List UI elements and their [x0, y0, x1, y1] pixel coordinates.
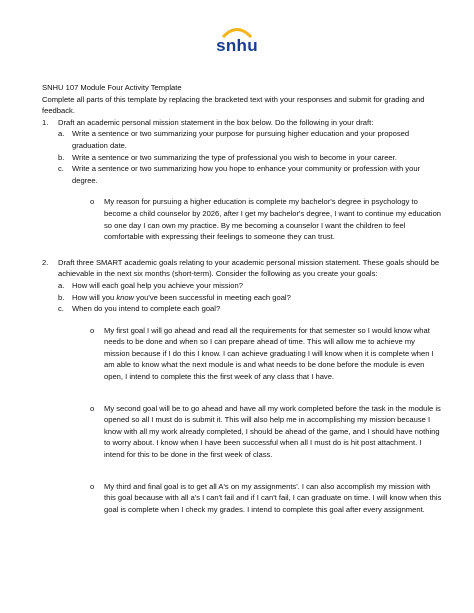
section-prompt: Draft three SMART academic goals relating to your academic personal mission statement. These goals should be achievable in the next six months (short-term). Consider the following as you create your goals:	[58, 257, 440, 279]
document-title: SNHU 107 Module Four Activity Template	[42, 83, 182, 92]
logo-wordmark: snhu	[216, 36, 258, 55]
list-item: c. Write a sentence or two summarizing how you hope to enhance your community or profession with your degree.	[58, 164, 421, 185]
list-item: a. Write a sentence or two summarizing your purpose for pursuing higher education and your proposed graduation date.	[58, 129, 410, 150]
list-item: c. When do you intend to complete each goal?	[58, 304, 221, 314]
response-paragraph: o My third and final goal is to get all A's on my assignments'. I can also accomplish my mission with this goal because with all a's I can't fail and if I can't fail, I can graduate on time. I will know when this goal is complete when I check my grades. I intend to complete this goal after every assignment.	[90, 481, 442, 514]
list-item: a. How will each goal help you achieve your mission?	[58, 280, 243, 290]
section-1	[42, 117, 442, 129]
response-paragraph: o My reason for pursuing a higher education is complete my bachelor's degree in psychology to become a child counselor by 2026, after I get my bachelor's degree, I want to continue my education so one day I can own my practice. By me becoming a counselor I want the children to feel comfortable with expressing their feelings to someone they can trust.	[90, 197, 442, 242]
response-paragraph: o My second goal will be to go ahead and have all my work completed before the task in the module is opened so all I must do is submit it. This will also help me in accomplishing my mission because I know with all my work already completed, I should be ahead of the game, and I should have nothing to worry about. I know when I have been successful when all I must do is hit post attachment. I intend for this to be done in the first week of class.	[90, 403, 441, 460]
section-number: 2.	[42, 257, 49, 267]
section-2	[42, 257, 442, 280]
document-instructions: Complete all parts of this template by replacing the bracketed text with your responses and submit for grading and feedback.	[42, 94, 425, 116]
list-item: b. Write a sentence or two summarizing the type of professional you wish to become in your career.	[58, 152, 397, 162]
section-prompt: Draft an academic personal mission statement in the box below. Do the following in your draft:	[58, 117, 374, 127]
list-item: b. How will you know you've been successful in meeting each goal?	[58, 292, 291, 302]
document-body	[42, 82, 442, 515]
snhu-logo	[207, 26, 267, 56]
response-paragraph: o My first goal I will go ahead and read all the requirements for that semester so I would know what needs to be done and when so I can prepare ahead of time. This will allow me to achieve my mission because if I do this I know. I can achieve graduating I will know when it is complete when I am able to know what the next module is and what needs to be done before the module is even open, I intend to complete this the first week of any class that I have.	[90, 325, 434, 382]
section-number: 1.	[42, 117, 49, 127]
